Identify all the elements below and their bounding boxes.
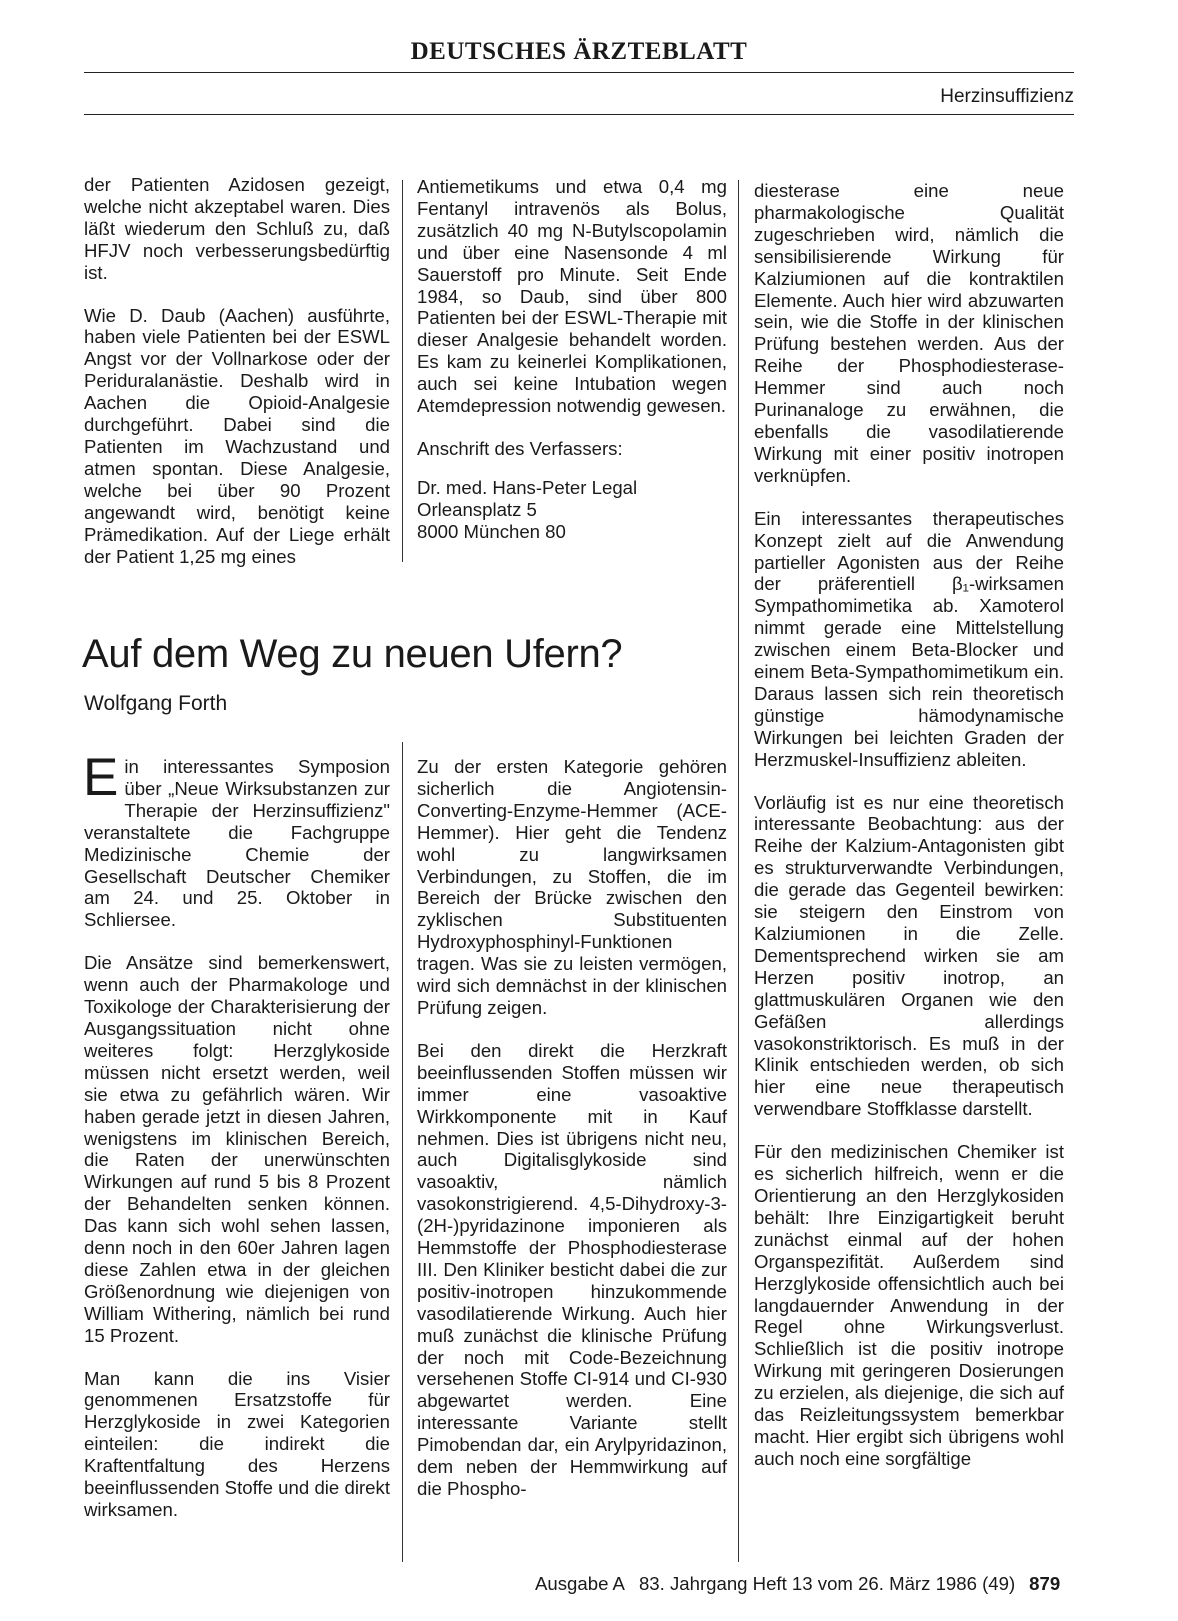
address-line: 8000 München 80	[417, 520, 566, 542]
paragraph: Die Ansätze sind bemerkenswert, wenn auch der Pharmakologe und Toxikologe der Charakterisierung der Ausgangssituation nicht ohne weiteres folgt: Herzglykoside müssen nicht ersetzt werden, weil sie etwa zu gefährlich wären. Wir haben gerade jetzt in diesen Jahren, wenigstens im klinischen Bereich, die Raten der unerwünschten Wirkungen auf rund 5 bis 8 Prozent der Behandelten senken können. Das kann sich wohl sehen lassen, denn noch in den 60er Jahren lagen diese Zahlen etwa in der gleichen Größenordnung wie diejenigen von William Withering, nämlich bei rund 15 Prozent.	[84, 952, 390, 1346]
column-divider	[402, 742, 403, 1562]
article-column-1	[83, 748, 390, 1521]
paragraph: der Patienten Azidosen gezeigt, welche nicht akzeptabel waren. Dies läßt wiederum den Schluß zu, daß HFJV noch verbesserungsbedürftig ist.	[84, 174, 390, 283]
paragraph: Man kann die ins Visier genommenen Ersatzstoffe für Herzglykoside in zwei Kategorien einteilen: die indirekt die Kraftentfaltung des Herzens beeinflussenden Stoffe und die direkt wirksamen.	[84, 1367, 390, 1520]
paragraph: Wie D. Daub (Aachen) ausführte, haben viele Patienten bei der ESWL Angst vor der Vollnarkose oder der Periduralanästie. Deshalb wird in Aachen die Opioid-Analgesie durchgeführt. Dabei sind die Patienten im Wachzustand und atmen spontan. Diese Analgesie, welche bei über 90 Prozent angewandt wird, benötigt keine Prämedikation. Auf der Liege erhält der Patient 1,25 mg eines	[84, 304, 390, 567]
address-label: Anschrift des Verfassers:	[417, 437, 623, 459]
journal-masthead: DEUTSCHES ÄRZTEBLATT	[410, 38, 748, 65]
address-line: Dr. med. Hans-Peter Legal	[417, 476, 638, 498]
top-column-2	[417, 176, 727, 543]
paragraph: Ein interessantes therapeutisches Konzept zielt auf die Anwendung partieller Agonisten aus der Reihe der präferentiell β₁-wirksamen Sympathomimetika ab. Xamoterol nimmt gerade eine Mittelstellung zwischen einem Beta-Blocker und einem Beta-Sympathomimetikum ein. Daraus lassen sich rein theoretisch günstige hämodynamische Wirkungen bei leichten Graden der Herzmuskel-Insuffizienz ableiten.	[754, 507, 1064, 770]
article-column-2	[417, 756, 727, 1500]
section-label: Herzinsuffizienz	[940, 86, 1074, 107]
drop-cap: E	[83, 748, 119, 807]
article-title: Auf dem Weg zu neuen Ufern?	[82, 632, 623, 676]
paragraph: Vorläufig ist es nur eine theoretisch interessante Beobachtung: aus der Reihe der Kalzium-Antagonisten gibt es strukturverwandte Verbindungen, die gerade das Gegenteil bewirken: sie steigern den Einstrom von Kalziumionen in die Zelle. Dementsprechend wirken sie am Herzen positiv inotrop, an glattmuskulären Organen wie den Gefäßen allerdings vasokonstriktorisch. Es muß in der Klinik entschieden werden, ob sich hier eine neue therapeutisch verwendbare Stoffklasse darstellt.	[754, 791, 1064, 1120]
address-line: Orleansplatz 5	[417, 498, 537, 520]
article-column-3	[754, 180, 1064, 1470]
page-footer	[535, 1573, 1060, 1595]
masthead-rule	[84, 72, 1074, 73]
top-column-1	[84, 174, 390, 567]
column-divider	[738, 180, 739, 1562]
address-block	[417, 438, 727, 460]
column-divider	[402, 180, 403, 562]
paragraph: Für den medizinischen Chemiker ist es sicherlich hilfreich, wenn er die Orientierung an den Herzglykosiden behält: Ihre Einzigartigkeit beruht zunächst einmal auf der hohen Organspezifität. Außerdem sind Herzglykoside offensichtlich auch bei langdauernder Anwendung in der Regel ohne Wirkungsverlust. Schließlich ist die positiv inotrope Wirkung mit geringeren Dosierungen zu erzielen, als diejenige, die sich auf das Reizleitungssystem bemerkbar macht. Hier ergibt sich übrigens wohl auch noch eine sorgfältige	[754, 1141, 1064, 1469]
address-lines	[417, 477, 727, 543]
volume-info: 83. Jahrgang Heft 13 vom 26. März 1986 (49)	[638, 1573, 1016, 1594]
section-rule	[84, 114, 1074, 115]
lead-text: in interessantes Symposion über „Neue Wirksubstanzen zur Therapie der Herzinsuffizienz" veranstaltete die Fachgruppe Medizinische Chemie der Gesellschaft Deutscher Chemiker am 24. und 25. Oktober in Schliersee.	[84, 756, 390, 931]
paragraph: Antiemetikums und etwa 0,4 mg Fentanyl intravenös als Bolus, zusätzlich 40 mg N-Butylscopolamin und über eine Nasensonde 4 ml Sauerstoff pro Minute. Seit Ende 1984, so Daub, sind über 800 Patienten bei der ESWL-Therapie mit dieser Analgesie behandelt worden. Es kam zu keinerlei Komplikationen, auch sei keine Intubation wegen Atemdepression notwendig gewesen.	[417, 176, 727, 417]
paragraph: Zu der ersten Kategorie gehören sicherlich die Angiotensin-Converting-Enzyme-Hemmer (ACE-Hemmer). Hier geht die Tendenz wohl zu langwirksamen Verbindungen, zu Stoffen, die im Bereich der Brücke zwischen den zyklischen Substituenten Hydroxyphosphinyl-Funktionen tragen. Was sie zu leisten vermögen, wird sich demnächst in der klinischen Prüfung zeigen.	[417, 756, 727, 1018]
lead-paragraph	[83, 748, 390, 931]
article-author: Wolfgang Forth	[84, 692, 228, 715]
paragraph: diesterase eine neue pharmakologische Qualität zugeschrieben wird, nämlich die sensibilisierende Wirkung für Kalziumionen auf die kontraktilen Elemente. Auch hier wird abzuwarten sein, wie die Stoffe in der klinischen Prüfung bestehen werden. Aus der Reihe der Phosphodiesterase-Hemmer sind auch noch Purinanaloge zu erwähnen, die ebenfalls die vasodilatierende Wirkung mit einer positiv inotropen verknüpfen.	[754, 180, 1064, 486]
page-number: 879	[1029, 1573, 1061, 1594]
edition-label: Ausgabe A	[535, 1573, 625, 1594]
paragraph: Bei den direkt die Herzkraft beeinflussenden Stoffen müssen wir immer eine vasoaktive Wirkkomponente mit in Kauf nehmen. Dies ist übrigens nicht neu, auch Digitalisglykoside sind vasoaktiv, nämlich vasokonstrigierend. 4,5-Dihydroxy-3-(2H-)pyridazinone imponieren als Hemmstoffe der Phosphodiesterase III. Den Kliniker besticht dabei die zur positiv-inotropen hinzukommende vasodilatierende Wirkung. Auch hier muß zunächst die klinische Prüfung der noch mit Code-Bezeichnung versehenen Stoffe CI-914 und CI-930 abgewartet werden. Eine interessante Variante stellt Pimobendan dar, ein Arylpyridazinon, dem neben der Hemmwirkung auf die Phospho-	[417, 1039, 727, 1499]
